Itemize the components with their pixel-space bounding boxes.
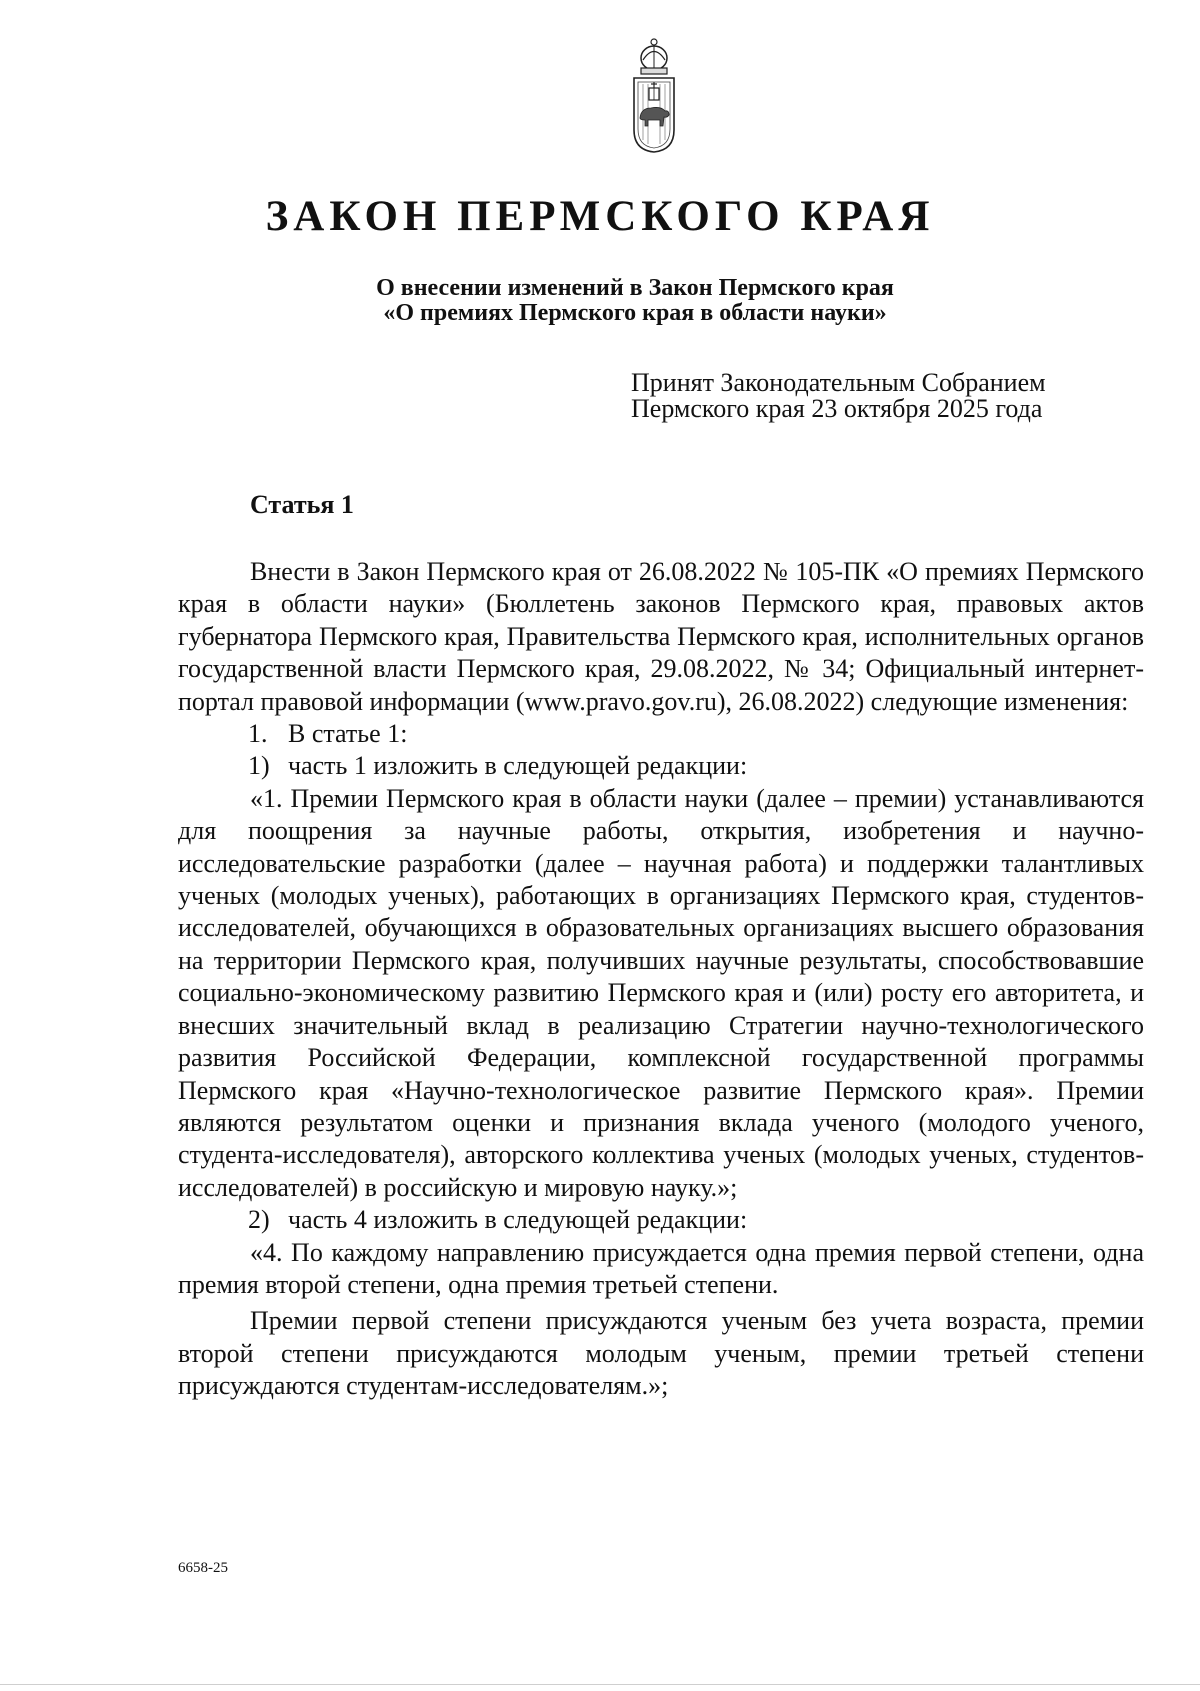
adoption-line-1: Принят Законодательным Собранием (631, 368, 1046, 397)
adoption-line-2: Пермского края 23 октября 2025 года (631, 394, 1043, 423)
list-item-text: часть 1 изложить в следующей редакции: (288, 751, 748, 781)
list-item (178, 750, 1144, 782)
list-item (178, 718, 1144, 750)
document-number: 6658-25 (178, 1560, 228, 1576)
quoted-part-4: «4. По каждому направлению присуждается одна премия первой степени, одна премия второй степени, одна премия третьей степени. (178, 1237, 1144, 1299)
intro-paragraph: Внести в Закон Пермского края от 26.08.2022 № 105-ПК «О премиях Пермского края в области науки» (Бюллетень законов Пермского края, правовых актов губернатора Пермского края, Правительства Пермского края, исполнительных органов государственной власти Пермского края, 29.08.2022, № 34; Официальный интернет-портал правовой информации (www.pravo.gov.ru), 26.08.2022) следующие изменения: (178, 557, 1144, 716)
article-heading: Статья 1 (250, 490, 354, 519)
article-body (178, 556, 1144, 1403)
adoption-note (631, 370, 1046, 422)
law-subtitle (290, 276, 980, 326)
page-edge-divider (0, 1684, 1200, 1685)
list-item-text: В статье 1: (288, 719, 408, 749)
law-title: ЗАКОН ПЕРМСКОГО КРАЯ (265, 193, 935, 240)
list-item-number: 2) (248, 1205, 270, 1235)
quoted-part-4-continuation: Премии первой степени присуждаются ученым без учета возраста, премии второй степени присуждаются молодым ученым, премии третьей степени присуждаются студентам-исследователям.»; (178, 1306, 1144, 1401)
list-item (178, 1204, 1144, 1236)
list-item-number: 1) (248, 751, 270, 781)
quoted-part-1: «1. Премии Пермского края в области науки (далее – премии) устанавливаются для поощрения за научные работы, открытия, изобретения и научно-исследовательские разработки (далее – научная работа) и поддержки талантливых ученых (молодых ученых), работающих в организациях Пермского края, студентов-исследователей, обучающихся в образовательных организациях высшего образования на территории Пермского края, получивших научные результаты, способствовавшие социально-экономическому развитию Пермского края и (или) росту его авторитета, и внесших значительный вклад в реализацию Стратегии научно-технологического развития Российской Федерации, комплексной государственной программы Пермского края «Научно-технологическое развитие Пермского края». Премии являются результатом оценки и признания вклада ученого (молодого ученого, студента-исследователя), авторского коллектива ученых (молодых ученых, студентов-исследователей) в российскую и мировую науку.»; (178, 783, 1144, 1202)
law-subtitle-line-2: «О премиях Пермского края в области науки» (383, 300, 887, 326)
coat-of-arms-icon (631, 38, 677, 154)
list-item-number: 1. (248, 719, 268, 749)
law-subtitle-line-1: О внесении изменений в Закон Пермского края (376, 275, 894, 301)
list-item-text: часть 4 изложить в следующей редакции: (288, 1205, 748, 1235)
